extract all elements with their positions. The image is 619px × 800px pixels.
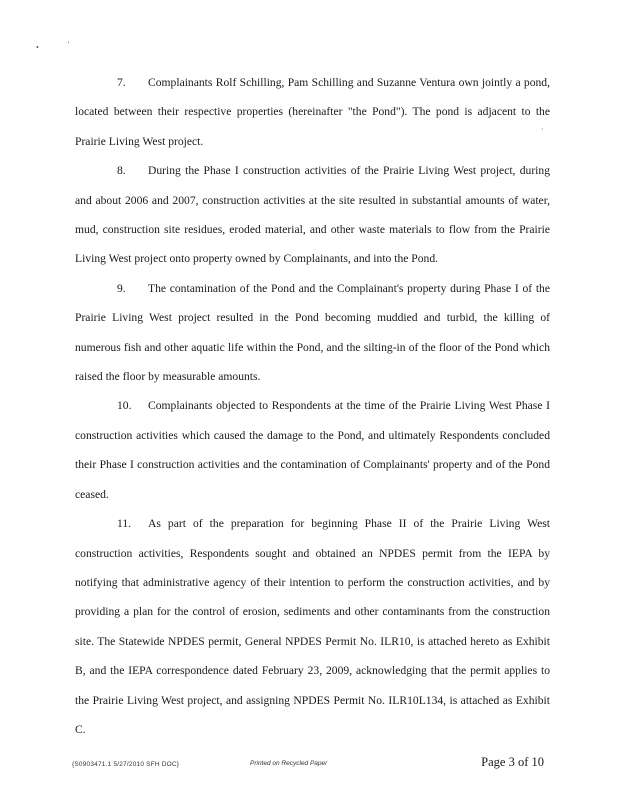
paragraph-number: 11. [117, 517, 132, 531]
paragraph-7 [75, 68, 550, 156]
paragraph-11 [75, 509, 550, 744]
paragraph-number: 7. [117, 76, 126, 89]
footer-document-id: {S0903471.1 5/27/2010 SFH DOC} [72, 761, 180, 768]
footer-page-number: Page 3 of 10 [481, 755, 544, 769]
paragraph-number: 10. [117, 399, 132, 413]
paragraph-9 [75, 274, 550, 392]
paragraph-10 [75, 391, 550, 509]
page-footer [72, 755, 552, 775]
scan-speck: • [36, 43, 39, 52]
paragraph-text: During the Phase I construction activities of the Prairie Living West project, during and about 2006 and 2007, construction activities at the site resulted in substantial amounts of water, mud, construction site residues, eroded material, and other waste materials to flow from the Prairie Living West project onto property owned by Complainants, and into the Pond. [75, 164, 550, 266]
scan-speck: · [541, 125, 544, 134]
footer-recycled-note: Printed on Recycled Paper [250, 760, 328, 767]
scan-speck: ' [68, 40, 70, 49]
document-body [75, 68, 550, 744]
paragraph-text: As part of the preparation for beginning Phase II of the Prairie Living West construction activities, Respondents sought and obtained an NPDES permit from the IEPA by notifying that administrative agency of their intention to perform the construction activities, and by providing a plan for the control of erosion, sediments and other contaminants from the construction site. The Statewide NPDES permit, General NPDES Permit No. ILR10, is attached hereto as Exhibit B, and the IEPA correspondence dated February 23, 2009, acknowledging that the permit applies to the Prairie Living West project, and assigning NPDES Permit No. ILR10L134, is attached as Exhibit C. [75, 517, 550, 736]
paragraph-text: Complainants objected to Respondents at the time of the Prairie Living West Phase I construction activities which caused the damage to the Pond, and ultimately Respondents concluded their Phase I construction activities and the contamination of Complainants' property and of the Pond ceased. [75, 399, 550, 501]
paragraph-text: Complainants Rolf Schilling, Pam Schilling and Suzanne Ventura own jointly a pond, located between their respective properties (hereinafter "the Pond"). The pond is adjacent to the Prairie Living West project. [75, 76, 550, 148]
paragraph-8 [75, 156, 550, 274]
paragraph-number: 9. [117, 281, 126, 295]
paragraph-number: 8. [117, 164, 126, 178]
paragraph-text: The contamination of the Pond and the Complainant's property during Phase I of the Prairie Living West project resulted in the Pond becoming muddied and turbid, the killing of numerous fish and other aquatic life within the Pond, and the silting-in of the floor of the Pond which raised the floor by measurable amounts. [75, 281, 550, 384]
